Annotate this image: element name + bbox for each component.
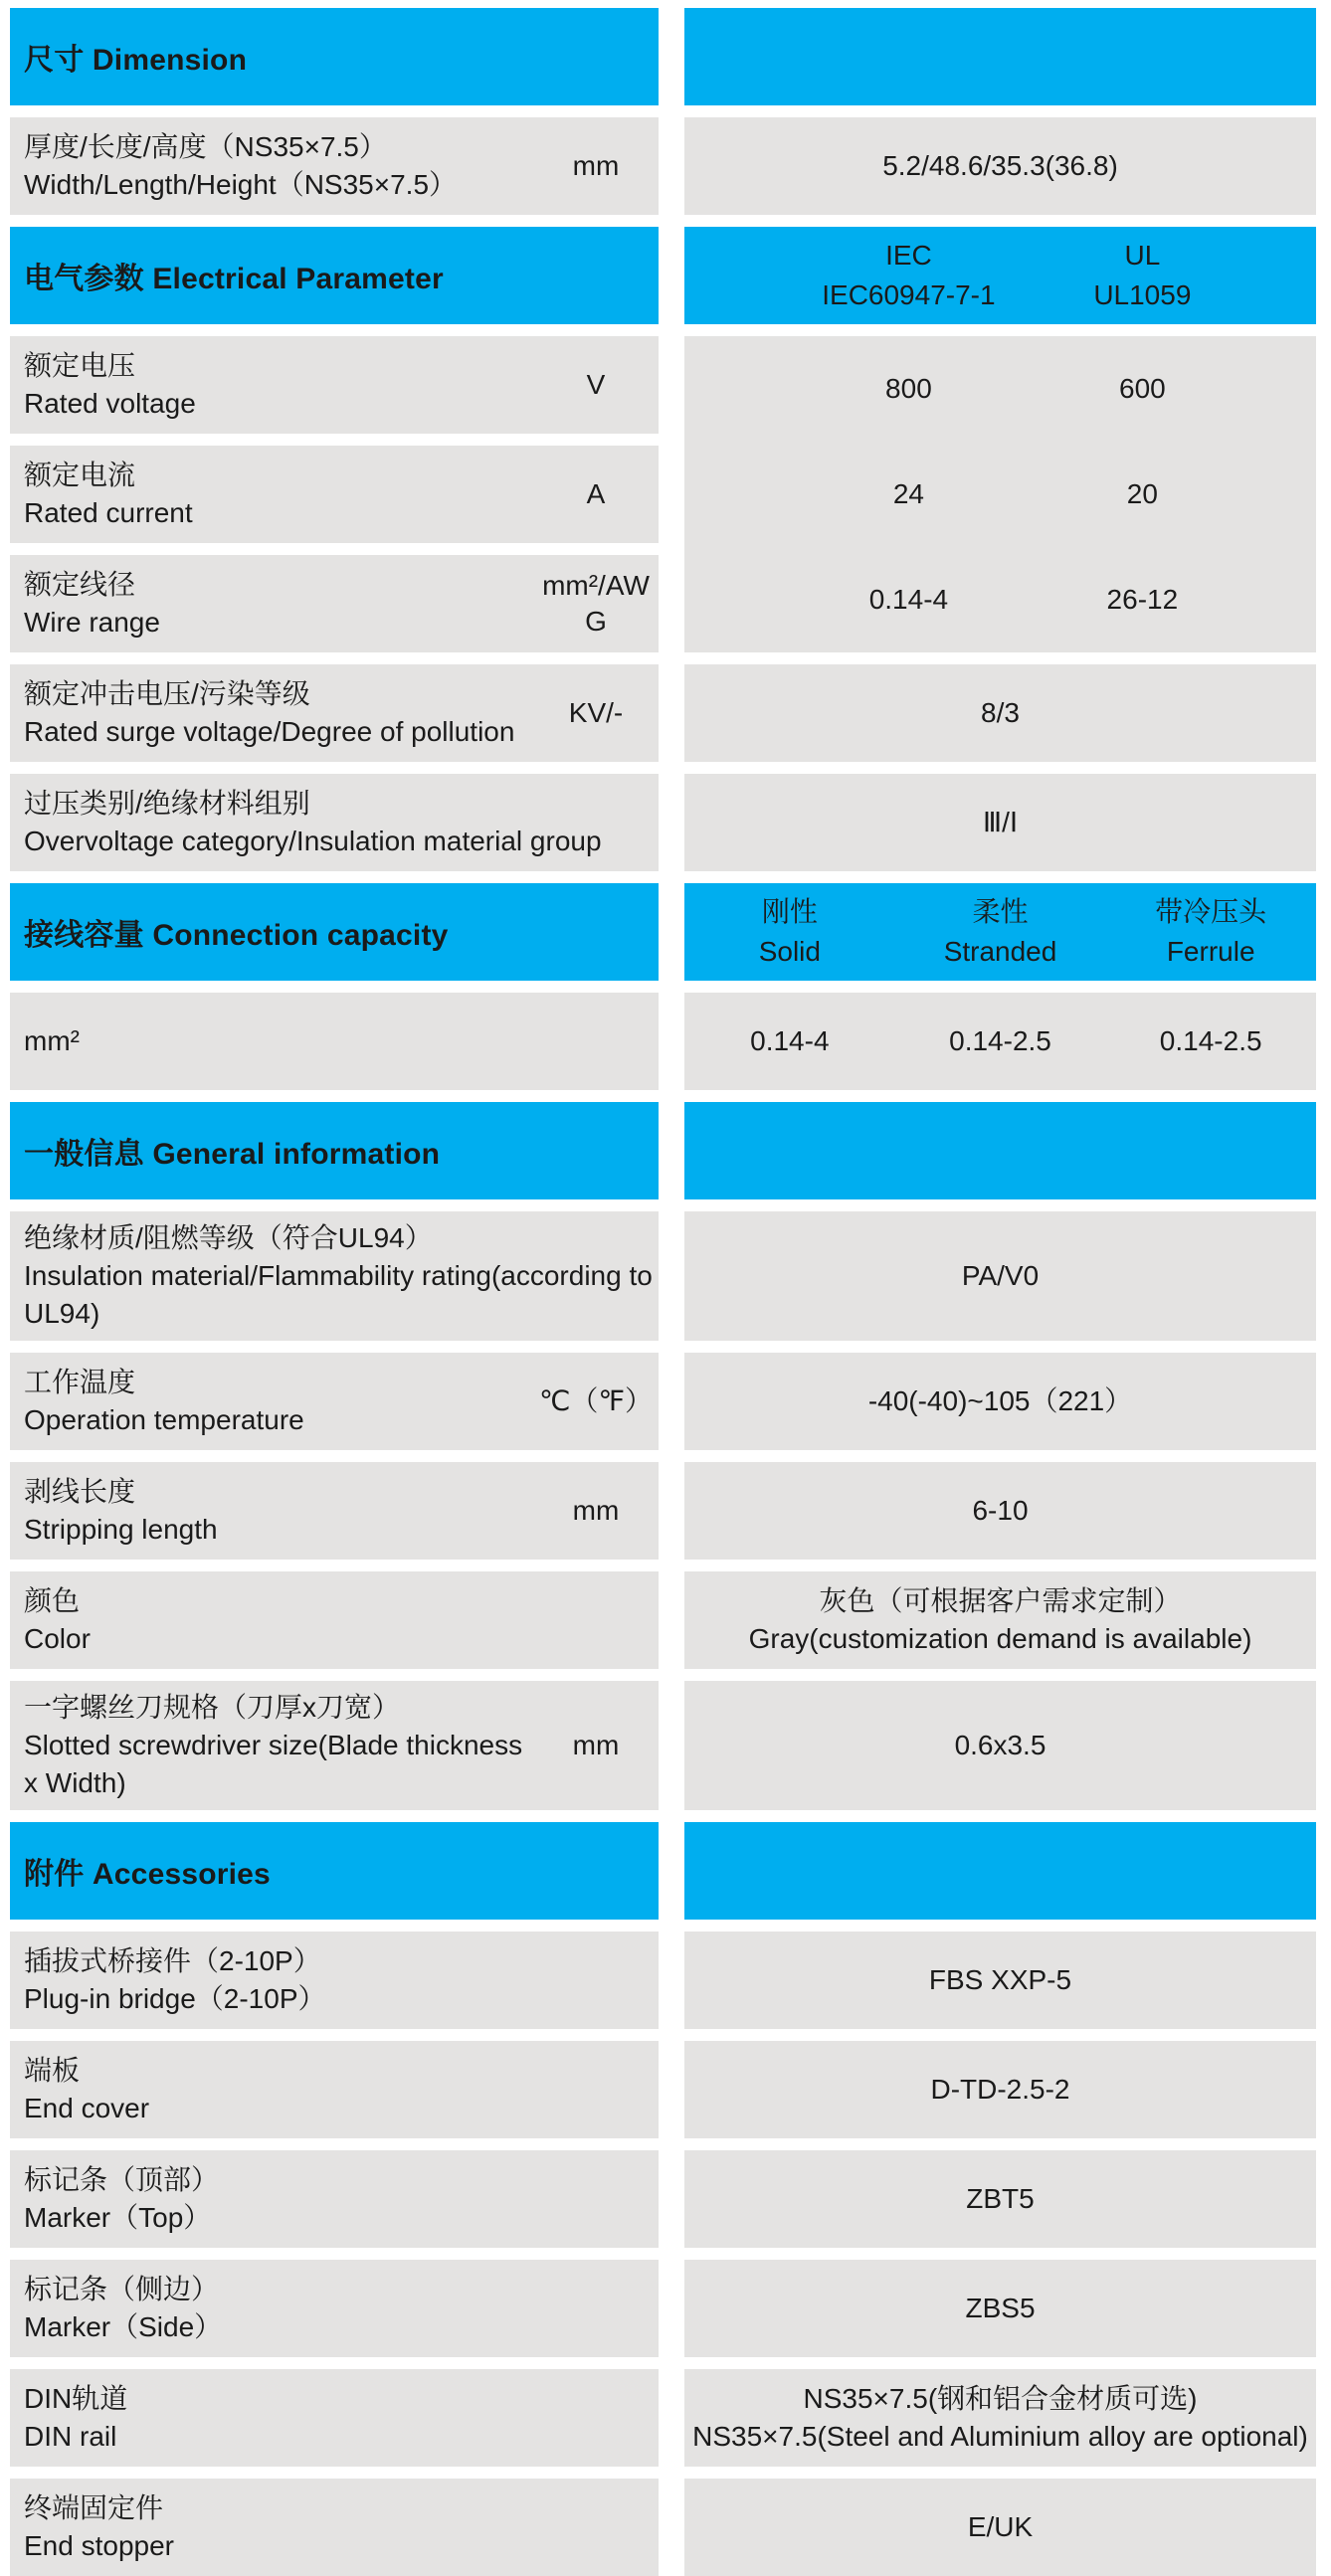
row-rated-current-unit: A (586, 478, 606, 509)
standard-iec: IEC IEC60947-7-1 (822, 240, 996, 310)
row-bridge-en: Plug-in bridge（2-10P） (24, 1983, 326, 2014)
row-insulation-value: PA/V0 (961, 1260, 1040, 1291)
row-screwdriver-zh: 一字螺丝刀规格（刀厚x刀宽） (24, 1692, 401, 1723)
row-size-label-zh: 厚度/长度/高度（NS35×7.5） (24, 131, 387, 162)
row-din-rail-value: NS35×7.5(钢和铝合金材质可选) NS35×7.5(Steel and Aluminium alloy are optional) (692, 2383, 1308, 2452)
row-surge-voltage-zh: 额定冲击电压/污染等级 (24, 678, 310, 709)
row-surge-voltage (10, 664, 1316, 762)
section-title-dimension: 尺寸 Dimension (24, 44, 248, 77)
row-marker-top (10, 2150, 1316, 2248)
row-din-rail (10, 2369, 1316, 2467)
row-endcover-en: End cover (24, 2093, 150, 2123)
section-title-connection: 接线容量 Connection capacity (24, 919, 449, 952)
conductor-stranded: 柔性 Stranded (943, 896, 1057, 967)
row-rated-current (10, 446, 659, 543)
row-temperature-zh: 工作温度 (24, 1367, 136, 1397)
row-endcover-zh: 端板 (24, 2055, 81, 2086)
row-rated-current-en: Rated current (24, 497, 193, 528)
row-endcover-value: D-TD-2.5-2 (930, 2074, 1070, 2105)
row-size-unit: mm (572, 150, 620, 181)
electrical-rows-group (10, 336, 1316, 652)
row-surge-voltage-en: Rated surge voltage/Degree of pollution (24, 716, 515, 747)
rated-voltage-iec: 800 (885, 373, 932, 404)
row-end-stopper-value: E/UK (967, 2511, 1034, 2542)
section-header-general (10, 1102, 1316, 1199)
rated-voltage-values (684, 336, 1316, 442)
row-stripping-zh: 剥线长度 (24, 1476, 136, 1507)
wire-range-ul: 26-12 (1106, 584, 1179, 615)
row-size (10, 117, 1316, 215)
section-header-electrical-right (684, 227, 1316, 324)
row-wire-range-zh: 额定线径 (24, 569, 136, 600)
rated-current-ul: 20 (1126, 478, 1158, 509)
row-color (10, 1571, 1316, 1669)
row-stripping-value: 6-10 (972, 1495, 1029, 1526)
row-connection-capacity (10, 993, 1316, 1090)
row-screwdriver-unit: mm (572, 1730, 620, 1760)
section-title-accessories: 附件 Accessories (24, 1858, 271, 1891)
rated-current-values (684, 442, 1316, 547)
row-screwdriver-size (10, 1681, 1316, 1810)
row-marker-top-zh: 标记条（顶部） (24, 2164, 220, 2195)
row-rated-voltage-unit: V (586, 369, 606, 400)
row-overvoltage-zh: 过压类别/绝缘材料组别 (24, 788, 310, 819)
standards-columns (792, 236, 1259, 315)
capacity-stranded: 0.14-2.5 (949, 1025, 1051, 1056)
section-header-connection (10, 883, 1316, 981)
row-size-label (24, 128, 537, 204)
section-title-electrical: 电气参数 Electrical Parameter (24, 263, 444, 295)
row-color-zh: 颜色 (24, 1585, 81, 1616)
conductor-ferrule: 带冷压头 Ferrule (1155, 896, 1267, 967)
row-plug-in-bridge (10, 1932, 1316, 2029)
section-header-dimension-right (684, 8, 1316, 105)
row-insulation-material (10, 1211, 1316, 1341)
row-rated-voltage-en: Rated voltage (24, 388, 196, 419)
section-header-general-right (684, 1102, 1316, 1199)
row-bridge-value: FBS XXP-5 (928, 1964, 1072, 1995)
row-insulation-en: Insulation material/Flammability rating(according to UL94) (24, 1260, 653, 1329)
row-screwdriver-value: 0.6x3.5 (954, 1730, 1046, 1760)
electrical-values-panel (684, 336, 1316, 652)
row-size-label-en: Width/Length/Height（NS35×7.5） (24, 169, 458, 200)
row-stripping-length (10, 1462, 1316, 1560)
row-overvoltage-en: Overvoltage category/Insulation material group (24, 826, 602, 856)
row-din-rail-en: DIN rail (24, 2421, 117, 2452)
row-wire-range (10, 555, 659, 652)
row-surge-voltage-value: 8/3 (981, 697, 1020, 728)
rated-current-iec: 24 (892, 478, 924, 509)
section-title-general: 一般信息 General information (24, 1138, 441, 1171)
capacity-solid: 0.14-4 (750, 1025, 830, 1056)
row-screwdriver-en: Slotted screwdriver size(Blade thickness x Width) (24, 1730, 523, 1798)
conductor-solid: 刚性 Solid (758, 896, 821, 967)
section-header-connection-right (684, 883, 1316, 981)
row-din-rail-zh: DIN轨道 (24, 2383, 128, 2414)
row-operation-temperature (10, 1353, 1316, 1450)
row-wire-range-en: Wire range (24, 607, 160, 638)
row-rated-current-zh: 额定电流 (24, 460, 136, 490)
section-header-dimension (10, 8, 1316, 105)
row-end-stopper-zh: 终端固定件 (24, 2492, 164, 2523)
row-marker-side-value: ZBS5 (965, 2293, 1036, 2323)
conductor-type-columns (684, 892, 1316, 972)
row-size-value: 5.2/48.6/35.3(36.8) (882, 150, 1118, 181)
row-marker-side-zh: 标记条（侧边） (24, 2274, 220, 2304)
row-color-en: Color (24, 1623, 91, 1654)
row-stripping-unit: mm (572, 1495, 620, 1526)
capacity-ferrule: 0.14-2.5 (1159, 1025, 1262, 1056)
section-header-accessories (10, 1822, 1316, 1920)
row-connection-capacity-zh: mm² (24, 1025, 80, 1056)
row-wire-range-unit: mm²/AWG (542, 570, 650, 637)
row-overvoltage-value: Ⅲ/Ⅰ (982, 807, 1019, 837)
row-marker-top-en: Marker（Top） (24, 2202, 212, 2233)
rated-voltage-ul: 600 (1119, 373, 1166, 404)
row-insulation-zh: 绝缘材质/阻燃等级（符合UL94） (24, 1222, 433, 1253)
row-surge-voltage-unit: KV/- (568, 697, 624, 728)
row-end-stopper-en: End stopper (24, 2530, 174, 2561)
wire-range-values (684, 547, 1316, 652)
row-color-value: 灰色（可根据客户需求定制） Gray(customization demand is available) (748, 1585, 1252, 1654)
section-header-accessories-right (684, 1822, 1316, 1920)
row-rated-voltage (10, 336, 659, 434)
row-temperature-value: -40(-40)~105（221） (867, 1385, 1133, 1416)
row-end-cover (10, 2041, 1316, 2138)
row-marker-side-en: Marker（Side） (24, 2311, 223, 2342)
wire-range-iec: 0.14-4 (868, 584, 949, 615)
row-marker-top-value: ZBT5 (966, 2183, 1035, 2214)
section-header-electrical (10, 227, 1316, 324)
row-end-stopper (10, 2479, 1316, 2576)
row-overvoltage-category (10, 774, 1316, 871)
row-temperature-en: Operation temperature (24, 1404, 304, 1435)
row-rated-voltage-zh: 额定电压 (24, 350, 136, 381)
row-temperature-unit: ℃（℉） (538, 1385, 654, 1416)
standard-ul: UL UL1059 (1093, 240, 1192, 310)
row-marker-side (10, 2260, 1316, 2357)
row-bridge-zh: 插拔式桥接件（2-10P） (24, 1945, 321, 1976)
row-stripping-en: Stripping length (24, 1514, 218, 1545)
